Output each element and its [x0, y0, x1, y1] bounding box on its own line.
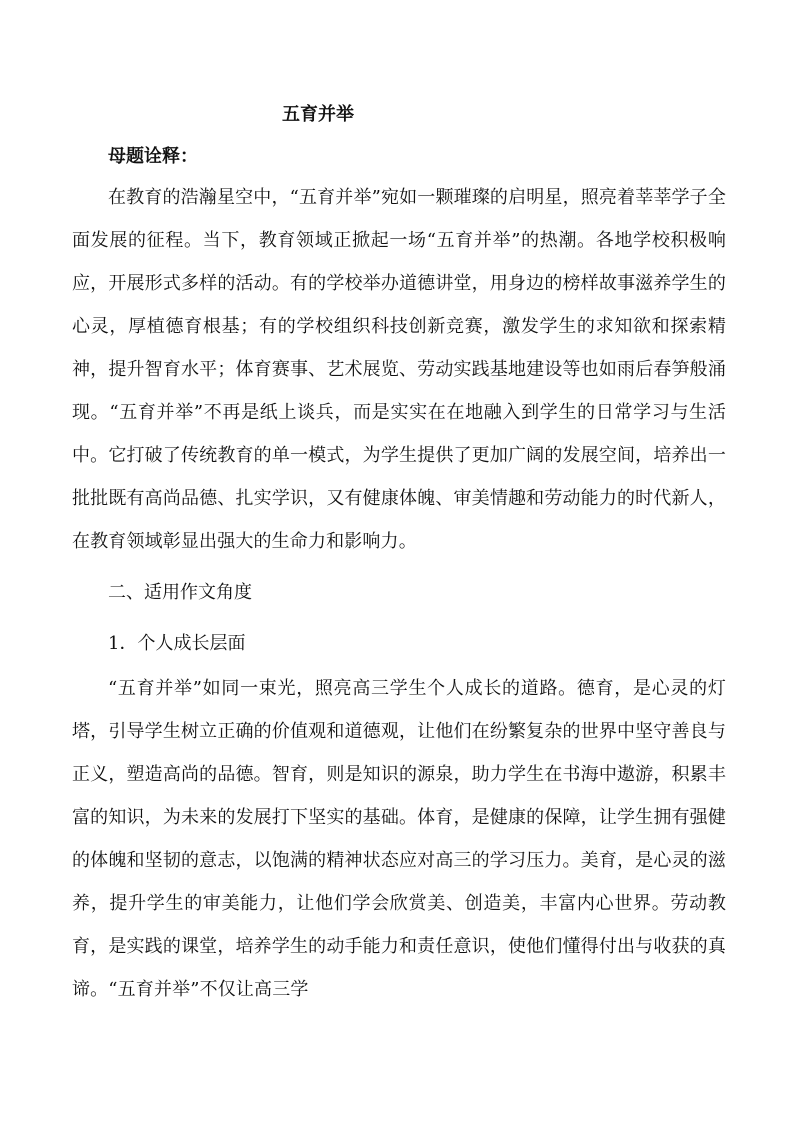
document-title: 五育并举 [282, 104, 354, 125]
section-heading-writing-angles: 二、适用作文角度 [108, 582, 252, 603]
section-label-mother-theme: 母题诠释： [108, 146, 198, 167]
subsection-heading-personal-growth: 1．个人成长层面 [108, 633, 246, 654]
paragraph-personal-growth: “五育并举”如同一束光，照亮高三学生个人成长的道路。德育，是心灵的灯塔，引导学生树立正确的价值观和道德观，让他们在纷繁复杂的世界中坚守善良与正义，塑造高尚的品德。智育，则是知识的源泉，助力学生在书海中遨游，积累丰富的知识，为未来的发展打下坚实的基础。体育，是健康的保障，让学生拥有强健的体魄和坚韧的意志，以饱满的精神状态应对高三的学习压力。美育，是心灵的滋养，提升学生的审美能力，让他们学会欣赏美、创造美，丰富内心世界。劳动教育，是实践的课堂，培养学生的动手能力和责任意识，使他们懂得付出与收获的真谛。“五育并举”不仅让高三学 [72, 678, 726, 1000]
paragraph-intro: 在教育的浩瀚星空中，“五育并举”宛如一颗璀璨的启明星，照亮着莘莘学子全面发展的征程。当下，教育领域正掀起一场“五育并举”的热潮。各地学校积极响应，开展形式多样的活动。有的学校举办道德讲堂，用身边的榜样故事滋养学生的心灵，厚植德育根基；有的学校组织科技创新竞赛，激发学生的求知欲和探索精神，提升智育水平；体育赛事、艺术展览、劳动实践基地建设等也如雨后春笋般涌现。“五育并举”不再是纸上谈兵，而是实实在在地融入到学生的日常学习与生活中。它打破了传统教育的单一模式，为学生提供了更加广阔的发展空间，培养出一批批既有高尚品德、扎实学识，又有健康体魄、审美情趣和劳动能力的时代新人，在教育领域彰显出强大的生命力和影响力。 [72, 187, 726, 552]
document-body [72, 100, 726, 1011]
